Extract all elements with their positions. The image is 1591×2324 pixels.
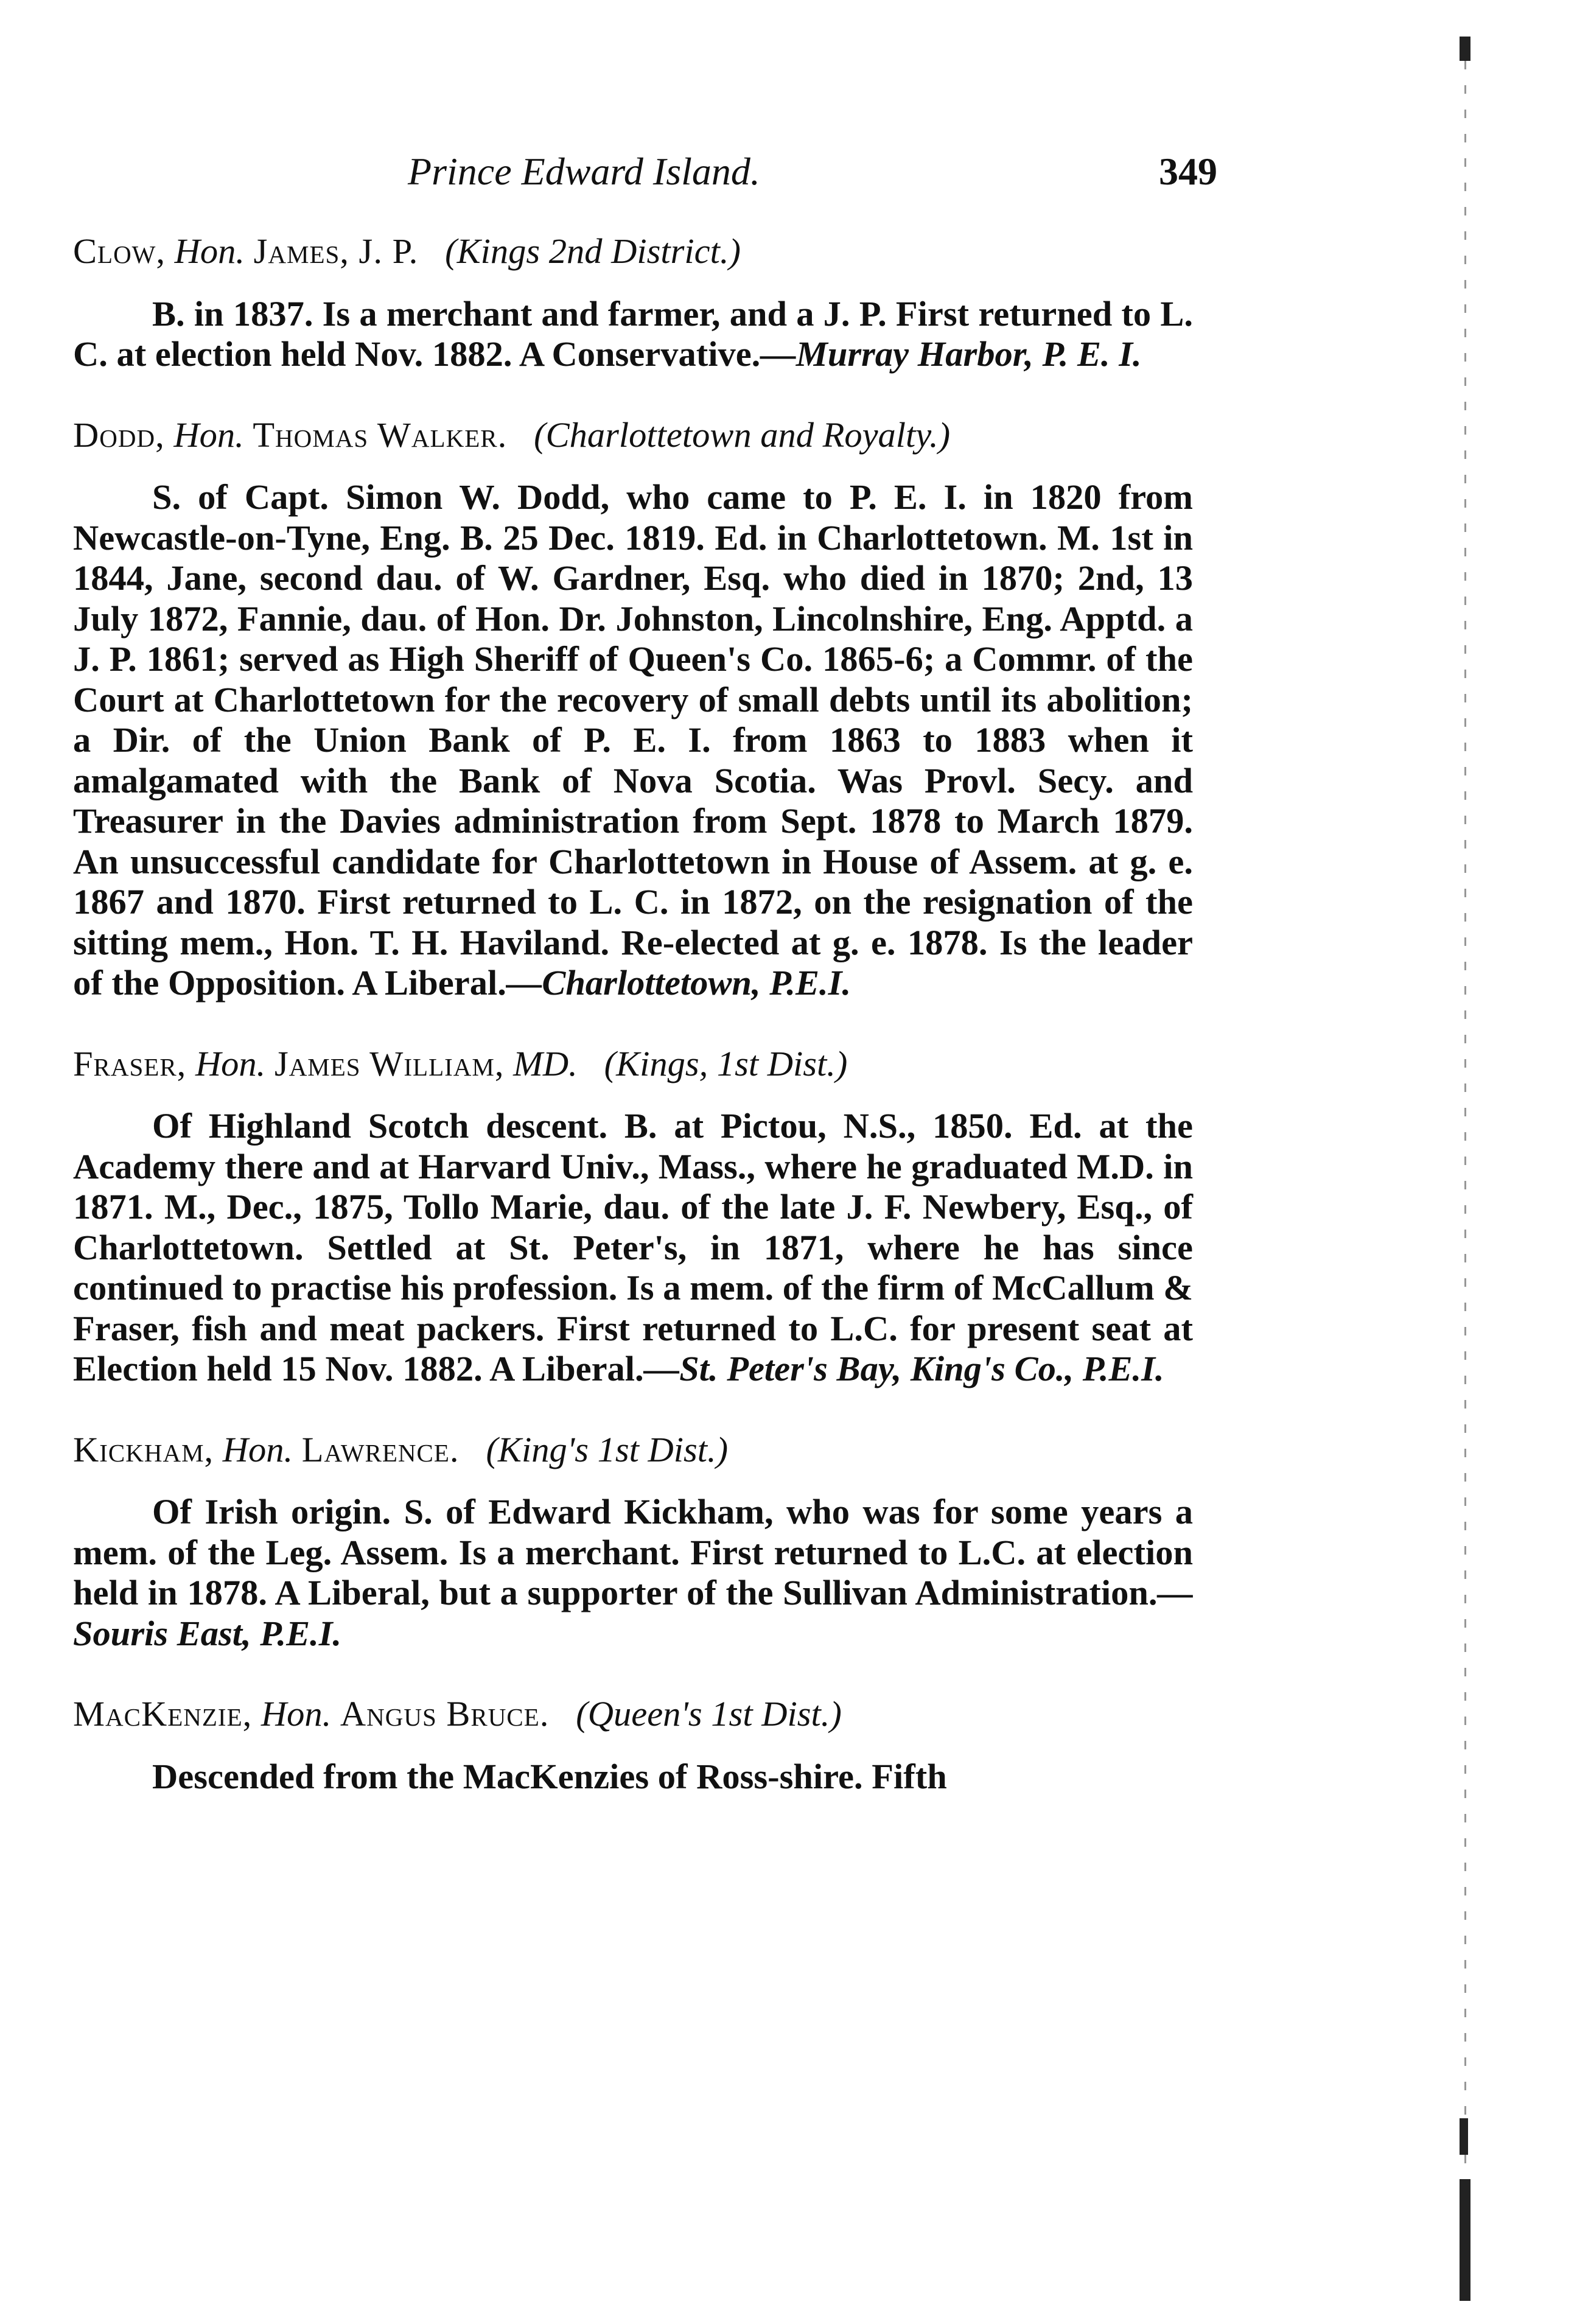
entry-kickham [73, 1430, 1193, 1654]
entry-surname: Fraser, [73, 1043, 187, 1083]
entry-fraser [73, 1044, 1193, 1390]
entry-district: (Queen's 1st Dist.) [576, 1694, 842, 1734]
entry-honorific: Hon. [222, 1429, 293, 1469]
entry-residence: —Murray Harbor, P. E. I. [760, 334, 1142, 374]
entry-honorific: Hon. [173, 415, 244, 455]
entry-residence: —St. Peter's Bay, King's Co., P.E.I. [643, 1349, 1164, 1388]
entry-given-name: James, J. P. [253, 231, 419, 271]
entry-honorific: Hon. [261, 1694, 332, 1734]
entry-biography [73, 294, 1193, 375]
entry-given-name: Thomas Walker. [253, 415, 508, 455]
running-title: Prince Edward Island. [408, 150, 760, 193]
entry-surname: Kickham, [73, 1429, 214, 1469]
entry-bio-text: B. in 1837. Is a merchant and farmer, and a J. P. First returned to L. C. at election held Nov. 1882. A Conservative. [73, 293, 1193, 374]
entry-heading [73, 1694, 1193, 1735]
entry-heading [73, 415, 1193, 456]
scan-edge-artifact [1449, 37, 1485, 2301]
edge-line [1464, 37, 1466, 2301]
entry-residence: —Charlottetown, P.E.I. [506, 963, 851, 1003]
entry-surname: Clow, [73, 231, 166, 271]
entry-bio-text: Of Irish origin. S. of Edward Kickham, who was for some years a mem. of the Leg. Assem. Is a merchant. First returned to L.C. at election held in 1878. A Liberal, but a supporter of the Sullivan Administration. [73, 1492, 1193, 1612]
entry-given-name: Angus Bruce. [340, 1694, 550, 1734]
entry-bio-text: Of Highland Scotch descent. B. at Pictou, N.S., 1850. Ed. at the Academy there and at Harvard Univ., Mass., where he graduated M.D. in 1871. M., Dec., 1875, Tollo Marie, dau. of the late J. F. Newbery, Esq., of Charlottetown. Settled at St. Peter's, in 1871, where he has since continued to practise his profession. Is a mem. of the firm of McCallum & Fraser, fish and meat packers. First returned to L.C. for present seat at Election held 15 Nov. 1882. A Liberal. [73, 1106, 1193, 1388]
entry-given-name: Lawrence. [301, 1429, 460, 1469]
entry-heading [73, 231, 1193, 272]
entry-credential: MD. [513, 1043, 578, 1083]
edge-blot [1460, 2118, 1468, 2155]
entry-residence: —Souris East, P.E.I. [73, 1573, 1193, 1653]
entry-given-name: James William, [274, 1043, 505, 1083]
entry-heading [73, 1044, 1193, 1085]
entries-block [73, 231, 1193, 1837]
entry-mackenzie [73, 1694, 1193, 1797]
entry-district: (Kings, 1st Dist.) [604, 1043, 848, 1083]
entry-clow [73, 231, 1193, 375]
running-header [390, 149, 1217, 204]
entry-district: (Kings 2nd District.) [445, 231, 741, 271]
entry-heading [73, 1430, 1193, 1471]
entry-biography [73, 1492, 1193, 1654]
entry-bio-text: Descended from the MacKenzies of Ross-shire. Fifth [152, 1756, 947, 1796]
page-number: 349 [1159, 150, 1217, 193]
entry-district: (King's 1st Dist.) [486, 1429, 729, 1469]
entry-district: (Charlottetown and Royalty.) [534, 415, 951, 455]
entry-dodd [73, 415, 1193, 1004]
entry-bio-text: S. of Capt. Simon W. Dodd, who came to P. E. I. in 1820 from Newcastle-on-Tyne, Eng. B. 25 Dec. 1819. Ed. in Charlottetown. M. 1st in 1844, Jane, second dau. of W. Gardner, Esq. who died in 1870; 2nd, 13 July 1872, Fannie, dau. of Hon. Dr. Johnston, Lincolnshire, Eng. Apptd. a J. P. 1861; served as High Sheriff of Queen's Co. 1865-6; a Commr. of the Court at Charlottetown for the recovery of small debts until its abolition; a Dir. of the Union Bank of P. E. I. from 1863 to 1883 when it amalgamated with the Bank of Nova Scotia. Was Provl. Secy. and Treasurer in the Davies administration from Sept. 1878 to March 1879. An unsuccessful candidate for Charlottetown in House of Assem. at g. e. 1867 and 1870. First returned to L. C. in 1872, on the resignation of the sitting mem., Hon. T. H. Haviland. Re-elected at g. e. 1878. Is the leader of the Opposition. A Liberal. [73, 477, 1193, 1003]
edge-blot [1460, 2179, 1470, 2301]
entry-surname: Dodd, [73, 415, 165, 455]
entry-surname: MacKenzie, [73, 1694, 253, 1734]
entry-biography [73, 1757, 1193, 1797]
edge-blot [1460, 37, 1470, 61]
entry-biography [73, 1106, 1193, 1390]
entry-honorific: Hon. [174, 231, 245, 271]
entry-biography [73, 477, 1193, 1004]
entry-honorific: Hon. [195, 1043, 266, 1083]
